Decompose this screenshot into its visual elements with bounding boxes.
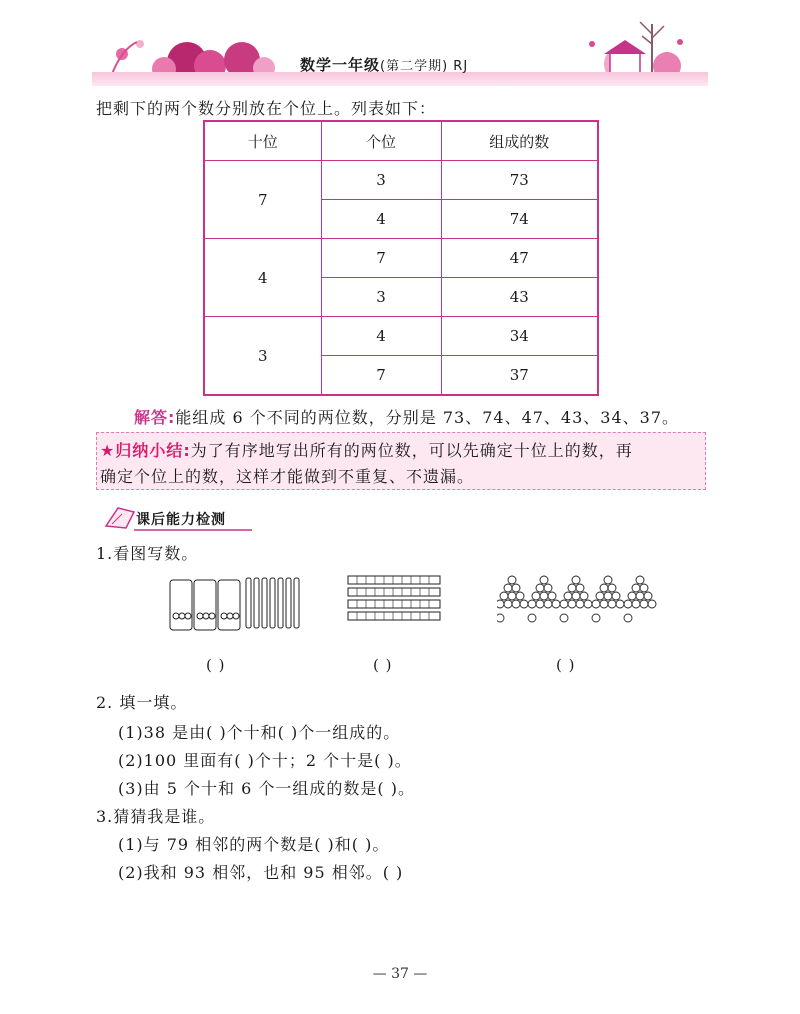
table-header-row [204,121,598,161]
header-ones: 个位 [321,121,441,161]
pencil-icon [106,508,134,528]
header-tens: 十位 [204,121,321,161]
digit-table [203,120,599,396]
summary-line-2: 确定个位上的数，这样才能做到不重复、不遗漏。 [100,467,475,486]
q1-title: 1.看图写数。 [96,544,199,563]
q2-item-3[interactable]: (3)由 5 个十和 6 个一组成的数是( )。 [118,779,415,798]
section-title: 课后能力检测 [136,512,226,528]
q2-item-2[interactable]: (2)100 里面有( )个十；2 个十是( )。 [118,751,412,770]
page-number: — 37 — [372,966,428,982]
q3-item-2[interactable]: (2)我和 93 相邻，也和 95 相邻。( ) [118,863,404,882]
number-cell: 34 [441,317,598,356]
table-row [204,161,598,200]
q1-answer-blank-1[interactable]: ( ) [206,656,226,674]
tens-cell: 7 [204,161,321,239]
ball-triangles-image [497,574,659,626]
answer-label: 解答: [134,408,176,427]
number-cell: 37 [441,356,598,396]
summary-text-1: 为了有序地写出所有的两位数，可以先确定十位上的数，再 [190,441,633,460]
header-number: 组成的数 [441,121,598,161]
tens-cell: 3 [204,317,321,396]
number-cell: 43 [441,278,598,317]
ones-cell: 7 [321,239,441,278]
ones-cell: 4 [321,317,441,356]
ones-cell: 7 [321,356,441,396]
q3-item-1[interactable]: (1)与 79 相邻的两个数是( )和( )。 [118,835,390,854]
book-title-main: 数学一年级 [300,56,381,74]
summary-label: ★归纳小结: [100,441,191,460]
ones-cell: 3 [321,278,441,317]
table-row [204,317,598,356]
book-title [300,54,468,75]
answer-line [134,405,679,428]
bundled-sticks-image [168,572,308,632]
number-cell: 74 [441,200,598,239]
answer-text: 能组成 6 个不同的两位数，分别是 73、74、47、43、34、37。 [175,408,680,427]
q2-item-1[interactable]: (1)38 是由( )个十和( )个一组成的。 [118,723,401,742]
intro-text: 把剩下的两个数分别放在个位上。列表如下： [96,99,437,118]
q1-answer-blank-2[interactable]: ( ) [373,656,393,674]
q3-title: 3.猜猜我是谁。 [96,807,216,826]
cube-rods-image [346,574,442,630]
summary-line-1 [100,438,633,461]
table-row [204,239,598,278]
ones-cell: 4 [321,200,441,239]
tens-cell: 4 [204,239,321,317]
q2-title: 2. 填一填。 [96,693,188,712]
number-cell: 73 [441,161,598,200]
q1-answer-blank-3[interactable]: ( ) [556,656,576,674]
book-title-sub: (第二学期) RJ [380,59,469,74]
ones-cell: 3 [321,161,441,200]
number-cell: 47 [441,239,598,278]
